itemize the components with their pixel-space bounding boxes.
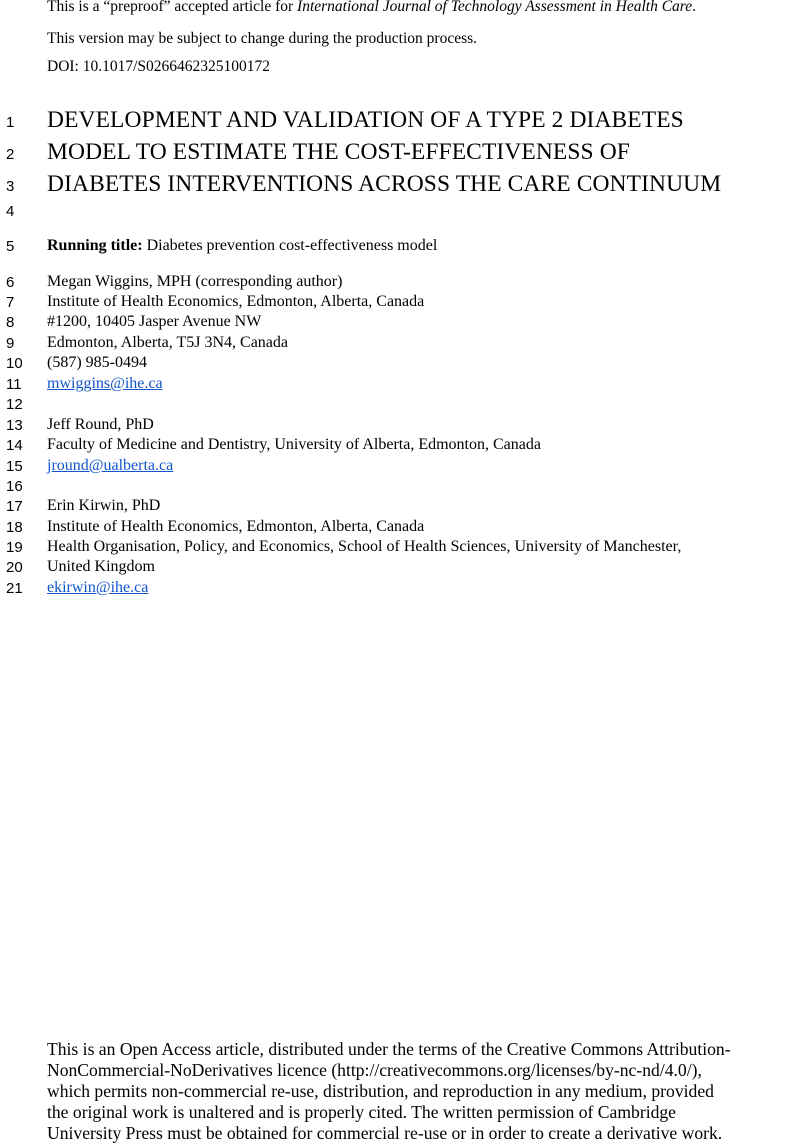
- line-number: 16: [6, 478, 23, 495]
- preproof-notice: This is a “preproof” accepted article for International Journal of Technology Assessment in Health Care.: [47, 0, 696, 15]
- license-line: This is an Open Access article, distributed under the terms of the Creative Commons Attribution-: [47, 1039, 731, 1059]
- license-line: the original work is unaltered and is properly cited. The written permission of Cambridge: [47, 1102, 676, 1122]
- line-number: 19: [6, 539, 23, 556]
- author-affiliation: Health Organisation, Policy, and Economics, School of Health Sciences, University of Manchester,: [47, 538, 682, 555]
- author-affiliation: Faculty of Medicine and Dentistry, University of Alberta, Edmonton, Canada: [47, 436, 541, 453]
- author-address: Edmonton, Alberta, T5J 3N4, Canada: [47, 334, 288, 351]
- line-number: 18: [6, 519, 23, 536]
- line-number: 17: [6, 498, 23, 515]
- line-number: 20: [6, 559, 23, 576]
- line-number: 7: [6, 294, 15, 311]
- line-number: 1: [6, 114, 15, 131]
- author-email-link[interactable]: [47, 456, 173, 476]
- production-notice: This version may be subject to change during the production process.: [47, 30, 478, 47]
- author-phone: (587) 985-0494: [47, 354, 147, 371]
- author-affiliation: United Kingdom: [47, 558, 155, 575]
- author-address: #1200, 10405 Jasper Avenue NW: [47, 313, 262, 330]
- email-link[interactable]: ekirwin@ihe.ca: [47, 579, 149, 596]
- line-number: 10: [6, 355, 23, 372]
- line-number: 21: [6, 580, 23, 597]
- author-email-link[interactable]: [47, 578, 148, 598]
- line-number: 11: [6, 376, 22, 393]
- journal-name: International Journal of Technology Assessment in Health Care: [297, 0, 693, 15]
- article-title-line: MODEL TO ESTIMATE THE COST-EFFECTIVENESS OF: [47, 139, 630, 165]
- email-link[interactable]: jround@ualberta.ca: [47, 457, 174, 474]
- author-affiliation: Institute of Health Economics, Edmonton, Alberta, Canada: [47, 293, 425, 310]
- line-number: 5: [6, 238, 15, 255]
- license-line: which permits non-commercial re-use, distribution, and reproduction in any medium, provided: [47, 1081, 714, 1101]
- line-number: 3: [6, 178, 15, 195]
- author-name: Jeff Round, PhD: [47, 416, 154, 433]
- line-number: 6: [6, 274, 15, 291]
- article-title-line: DEVELOPMENT AND VALIDATION OF A TYPE 2 DIABETES: [47, 107, 684, 133]
- running-title: Running title: Diabetes prevention cost-effectiveness model: [47, 237, 438, 254]
- line-number: 12: [6, 396, 23, 413]
- line-number: 8: [6, 314, 15, 331]
- license-line: University Press must be obtained for commercial re-use or in order to create a derivative work.: [47, 1123, 723, 1143]
- line-number: 9: [6, 335, 15, 352]
- email-link[interactable]: mwiggins@ihe.ca: [47, 375, 163, 392]
- author-name: Megan Wiggins, MPH (corresponding author): [47, 273, 343, 290]
- article-title-line: DIABETES INTERVENTIONS ACROSS THE CARE CONTINUUM: [47, 171, 722, 197]
- doi: DOI: 10.1017/S0266462325100172: [47, 58, 271, 75]
- line-number: 4: [6, 203, 15, 220]
- line-number: 2: [6, 146, 15, 163]
- line-number: 13: [6, 417, 23, 434]
- author-email-link[interactable]: [47, 374, 163, 394]
- running-title-label: Running title:: [47, 237, 143, 254]
- line-number: 15: [6, 458, 23, 475]
- author-name: Erin Kirwin, PhD: [47, 497, 161, 514]
- line-number: 14: [6, 437, 23, 454]
- license-line: NonCommercial-NoDerivatives licence (http://creativecommons.org/licenses/by-nc-nd/4.0/),: [47, 1060, 702, 1080]
- author-affiliation: Institute of Health Economics, Edmonton, Alberta, Canada: [47, 518, 425, 535]
- open-access-license: [47, 1039, 800, 1144]
